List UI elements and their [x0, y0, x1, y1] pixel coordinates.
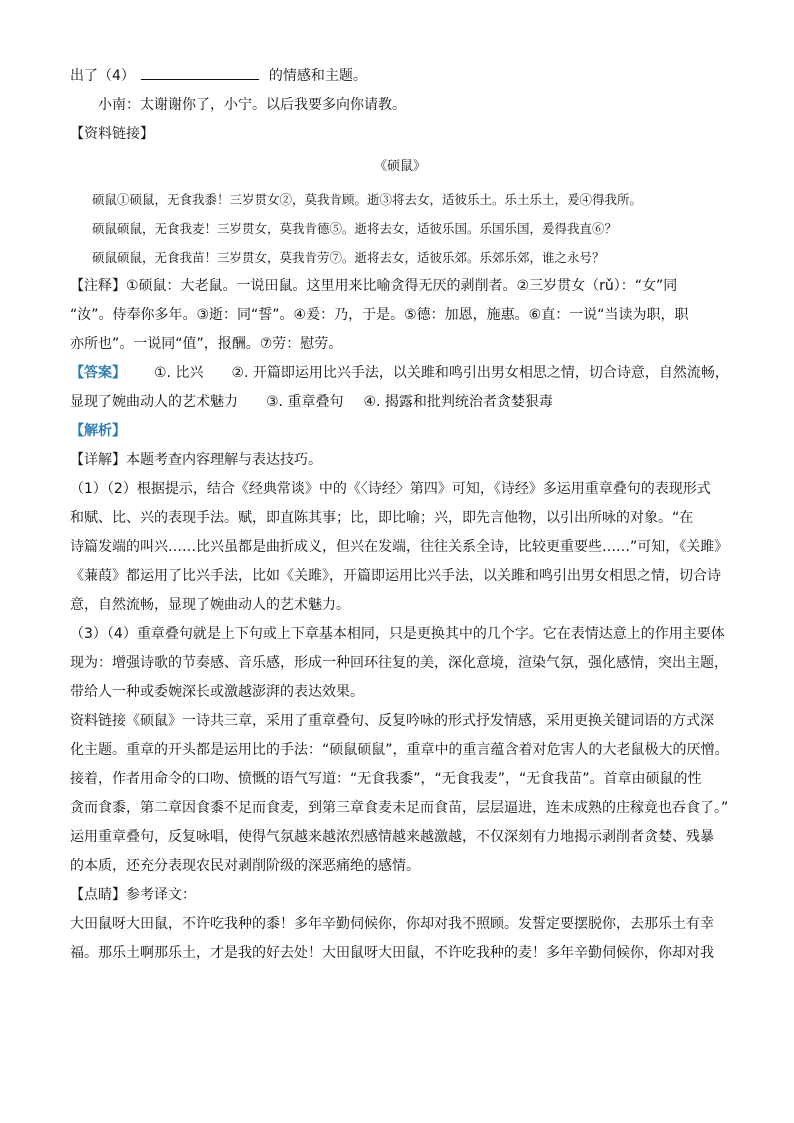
analysis-line: 《蒹葭》都运用了比兴手法，比如《关雎》，开篇即运用比兴手法，以关雎和鸣引出男女相思之情，切合诗: [70, 568, 721, 584]
document-page: [70, 62, 730, 968]
poem-line: 硕鼠硕鼠，无食我麦！三岁贯女，莫我肯德⑤。逝将去女，适彼乐国。乐国乐国，爰得我直⑥？: [92, 221, 618, 236]
analysis-line: 运用重章叠句，反复咏唱，使得气氛越来越浓烈感情越来越激越，不仅深刻有力地揭示剥削者贪婪、残暴: [70, 829, 714, 845]
answer-4: ④. 揭露和批判统治者贪婪狠毒: [363, 394, 553, 410]
note-line: 【注释】①硕鼠：大老鼠。一说田鼠。这里用来比喻贪得无厌的剥削者。②三岁贯女（rǔ）：“女”同: [70, 278, 678, 294]
analysis-line: 现为：增强诗歌的节奏感、音乐感，形成一种回环往复的美，深化意境，渲染气氛，强化感情，突出主题，: [70, 655, 728, 671]
analysis-line: 【详解】本题考查内容理解与表达技巧。: [70, 452, 322, 468]
analysis-line: 意，自然流畅，显现了婉曲动人的艺术魅力。: [70, 597, 350, 613]
q4-suffix: 的情感和主题。: [268, 68, 367, 84]
analysis-line: （3）（4）重章叠句就是上下句或上下章基本相同，只是更换其中的几个字。它在表情达意上的作用主要体: [70, 626, 725, 642]
poem-line: 硕鼠硕鼠，无食我苗！三岁贯女，莫我肯劳⑦。逝将去女，适彼乐郊。乐郊乐郊，谁之永号？: [92, 250, 605, 265]
analysis-line: 的本质，还充分表现农民对剥削阶级的深恶痛绝的感情。: [70, 858, 420, 874]
analysis-line: 化主题。重章的开头都是运用比的手法：“硕鼠硕鼠”，重章中的重言蕴含着对危害人的大老鼠极大的厌憎。: [70, 742, 729, 758]
analysis-line: 诗篇发端的叫兴……比兴虽都是曲折成义，但兴在发端，往往关系全诗，比较更重要些……”可知，《关雎》: [70, 539, 729, 555]
analysis-label: 【解析】: [70, 423, 126, 439]
analysis-line: 和赋、比、兴的表现手法。赋，即直陈其事；比，即比喻；兴，即先言他物，以引出所咏的对象。“在: [70, 510, 694, 526]
poem-title: 《硕鼠》: [373, 159, 426, 174]
poem-line: 硕鼠①硕鼠，无食我黍！三岁贯女②，莫我肯顾。逝③将去女，适彼乐土。乐土乐土，爰④得我所。: [92, 192, 643, 207]
analysis-line: 大田鼠呀大田鼠，不许吃我种的黍！多年辛勤伺候你，你却对我不照顾。发誓定要摆脱你，去那乐土有幸: [70, 916, 714, 932]
q4-line: [70, 62, 730, 91]
analysis-line: 带给人一种或委婉深长或激越澎湃的表达效果。: [70, 684, 364, 700]
note-line: “汝”。侍奉你多年。③逝：同“誓”。④爰：乃，于是。⑤德：加恩，施惠。⑥直：一说“当读为职，职: [70, 307, 689, 323]
analysis-line: 福。那乐土啊那乐土，才是我的好去处！大田鼠呀大田鼠，不许吃我种的麦！多年辛勤伺候你，你却对我: [70, 945, 714, 961]
dialogue-line: 小南：太谢谢你了，小宁。以后我要多向你请教。: [98, 97, 406, 113]
analysis-line: 【点睛】参考译文：: [70, 887, 196, 903]
answer-2-cont: 显现了婉曲动人的艺术魅力: [70, 394, 238, 410]
answer-1: ①. 比兴: [154, 365, 204, 381]
analysis-line: 接着，作者用命令的口吻、愤慨的语气写道：“无食我黍”，“无食我麦”，“无食我苗”。首章由硕鼠的性: [70, 771, 702, 787]
answer-2: ②. 开篇即运用比兴手法，以关雎和鸣引出男女相思之情，切合诗意，自然流畅，: [231, 365, 729, 381]
answer-blank[interactable]: [141, 63, 259, 80]
analysis-line: 资料链接《硕鼠》一诗共三章，采用了重章叠句、反复吟咏的形式抒发情感，采用更换关键词语的方式深: [70, 713, 714, 729]
answer-line: [70, 359, 730, 388]
answer-label: 【答案】: [70, 365, 126, 381]
note-line: 亦所也”。一说同“值”，报酬。⑦劳：慰劳。: [70, 336, 343, 352]
analysis-line: （1）（2）根据提示，结合《经典常谈》中的《〈诗经〉第四》可知，《诗经》多运用重章叠句的表现形式: [70, 481, 711, 497]
analysis-line: 贪而食黍，第二章因食黍不足而食麦，到第三章食麦未足而食苗，层层逼进，连未成熟的庄稼竟也吞食了。”: [70, 800, 729, 816]
resource-header: 【资料链接】: [70, 126, 154, 142]
answer-3: ③. 重章叠句: [266, 394, 344, 410]
answer-line-2: [70, 388, 730, 417]
q4-prefix: 出了（4）: [70, 68, 135, 84]
